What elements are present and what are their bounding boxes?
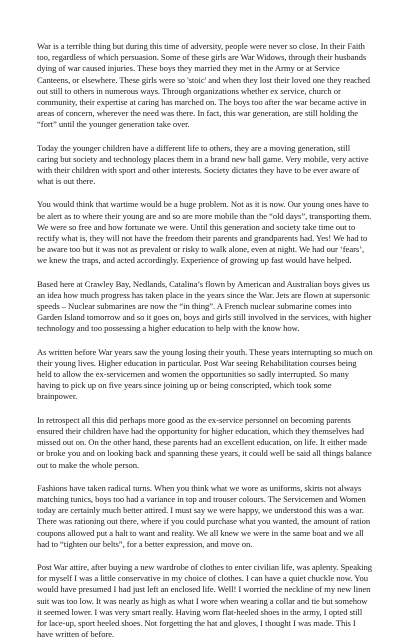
paragraph: In retrospect all this did perhaps more good as the ex-service personnel on becoming parents ensured their children have had the opportunity for higher education, which they themselves had missed out on. On the other hand, these parents had an excellent education, on life. It either made or broke you and on looking back and spanning these years, it could well be said all things balance out to make the whole person. <box>37 414 372 470</box>
paragraph: As written before War years saw the young losing their youth. These years interrupting so much on their young lives. Higher education in particular. Post War seeing Rehabilitation courses being held to allow the ex-servicemen and women the opportunities so sadly interrupted. So many having to pick up on five years since joining up or being conscripted, which took some brainpower. <box>37 346 373 402</box>
paragraph: Today the younger children have a different life to others, they are a moving generation, still caring but society and technology places them in a brand new ball game. Very mobile, very active with their children with sport and other interests. Society dictates they have to be ever aware of what is out there. <box>37 142 369 187</box>
paragraph: You would think that wartime would be a huge problem. Not as it is now. Our young ones have to be alert as to where their young are and so are more mobile than the “old days”, transporting them. We were so free and how fortunate we were. Until this generation and society take time out to rectify what is, they will not have the freedom their parents and grandparents had. Yes! We had to be aware too but it was not as prevalent or risky to walk alone, even at night. We had our ‘fears’, we knew the traps, and acted accordingly. Experience of growing up fast would have helped. <box>37 199 372 266</box>
paragraph: Based here at Crawley Bay, Nedlands, Catalina’s flown by American and Australian boys gives us an idea how much progress has taken place in the years since the War. Jets are flown at supersonic speeds – Nuclear submarines are now the “in thing”. A French nuclear submarine comes into Garden Island tomorrow and so it goes on, boys and girls still involved in the services, with higher technology and too possessing a higher education to help with the know how. <box>37 278 372 334</box>
paragraph: Post War attire, after buying a new wardrobe of clothes to enter civilian life, was aplenty. Speaking for myself I was a little conservative in my choice of clothes. I can have a quiet chuckle now. You would have presumed I had just left an enclosed life. Well! I worried the neckline of my new linen suit was too low. It was nearly as high as what I wore when wearing a collar and tie but somehow it seemed lower. I was very smart really. Having worn flat-heeled shoes in the army, I opted still for lace-up, sport heeled shoes. Not forgetting the hat and gloves, I thought I was made. This I have written of before. <box>37 561 373 640</box>
paragraph: Fashions have taken radical turns. When you think what we wore as uniforms, skirts not always matching tunics, boys too had a variance in top and trouser colours. The Servicemen and Women today are certainly much better attired. I must say we were happy, we understood this was a war. There was rationing out there, where if you could purchase what you wanted, the amount of ration coupons allowed put a halt to want and reality. We all knew we were in the same boat and we all had to “tighten our belts”, for a better expression, and move on. <box>37 482 371 549</box>
paragraph: War is a terrible thing but during this time of adversity, people were never so close. In their Faith too, regardless of which persuasion. Some of these girls are War Widows, through their husbands dying of war caused injuries. These boys they married they met in the Army or at Service Canteens, or elsewhere. These girls were so 'stoic' and when they lost their loved one they reached out still to others in numerous ways. Through organizations whether ex service, church or community, their expertise at caring has marched on. The boys too after the war became active in areas of concern, wherever the need was there. In fact, this war generation, are still holding the “fort” until the younger generation take over. <box>37 41 371 130</box>
